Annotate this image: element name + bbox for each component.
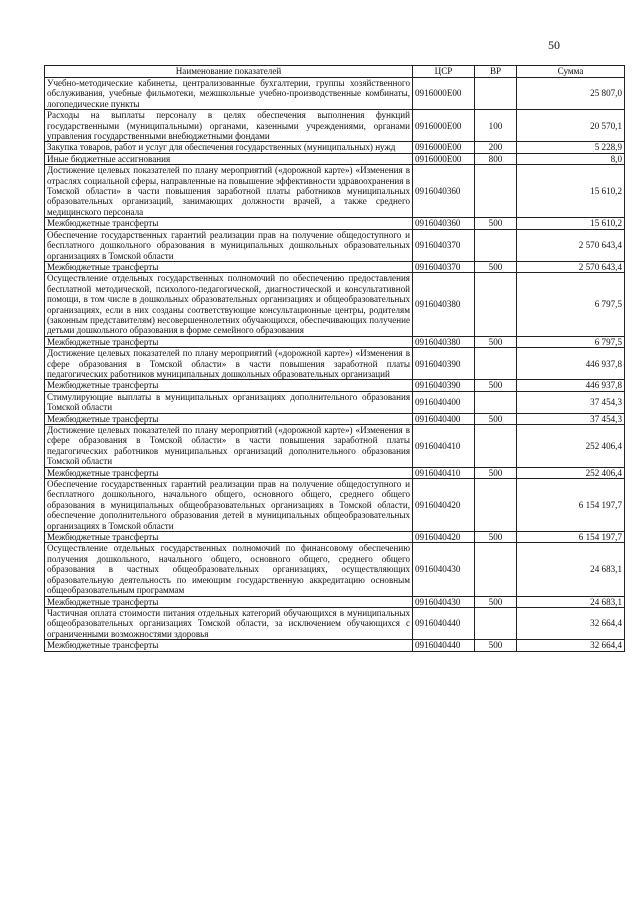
row-name-cell: Учебно-методические кабинеты, централизованные бухгалтерии, группы хозяйственного обслуживания, учебные фильмотеки, межшкольные учебно-производственные комбинаты, логопедические пункты [45,78,413,110]
row-csr-cell: 0916040370 [413,229,475,261]
header-vr: ВР [475,66,517,78]
row-sum-cell: 24 683,1 [517,543,625,596]
row-csr-cell: 0916040390 [413,348,475,380]
table-row [45,229,625,261]
row-name-cell: Межбюджетные трансферты [45,532,413,543]
row-sum-cell: 32 664,4 [517,607,625,639]
row-csr-cell: 0916040380 [413,273,475,336]
row-sum-cell: 5 228,9 [517,142,625,153]
row-csr-cell: 0916040390 [413,380,475,391]
row-vr-cell [475,425,517,468]
table-row [45,467,625,478]
row-csr-cell: 0916040360 [413,218,475,229]
row-csr-cell: 0916040400 [413,391,475,413]
table-row [45,532,625,543]
table-row [45,391,625,413]
row-vr-cell [475,479,517,532]
row-vr-cell: 500 [475,218,517,229]
row-csr-cell: 0916040400 [413,413,475,424]
budget-table [44,65,625,652]
row-vr-cell [475,391,517,413]
table-row [45,153,625,164]
row-vr-cell: 500 [475,640,517,651]
table-row [45,348,625,380]
row-name-cell: Межбюджетные трансферты [45,261,413,272]
row-vr-cell [475,273,517,336]
row-sum-cell: 15 610,2 [517,165,625,218]
row-name-cell: Межбюджетные трансферты [45,467,413,478]
table-row [45,543,625,596]
row-name-cell: Частичная оплата стоимости питания отдельных категорий обучающихся в муниципальных общеобразовательных организациях Томской области, за исключением обучающихся с ограниченными возможностями здоровья [45,607,413,639]
row-vr-cell: 800 [475,153,517,164]
table-row [45,142,625,153]
row-sum-cell: 25 807,0 [517,78,625,110]
row-name-cell: Межбюджетные трансферты [45,640,413,651]
row-sum-cell: 252 406,4 [517,467,625,478]
row-vr-cell: 500 [475,596,517,607]
table-row [45,380,625,391]
row-vr-cell: 500 [475,413,517,424]
row-vr-cell: 500 [475,380,517,391]
table-row [45,640,625,651]
row-csr-cell: 0916000Е00 [413,110,475,142]
table-row [45,218,625,229]
row-sum-cell: 15 610,2 [517,218,625,229]
row-sum-cell: 446 937,8 [517,348,625,380]
header-sum: Сумма [517,66,625,78]
row-vr-cell: 500 [475,532,517,543]
row-csr-cell: 0916040440 [413,640,475,651]
row-csr-cell: 0916000Е00 [413,153,475,164]
row-name-cell: Обеспечение государственных гарантий реализации прав на получение общедоступного и бесплатного дошкольного образования в муниципальных дошкольных образовательных организациях в Томской области [45,229,413,261]
table-row [45,110,625,142]
row-sum-cell: 6 154 197,7 [517,532,625,543]
row-name-cell: Межбюджетные трансферты [45,336,413,347]
row-name-cell: Осуществление отдельных государственных полномочий по обеспечению предоставления бесплатной методической, психолого-педагогической, диагностической и консультативной помощи, в том числе в дошкольных образовательных организациях и общеобразовательных организациях, если в них созданы соответствующие консультационные центры, родителям (законным представителям) несовершеннолетних обучающихся, обеспечивающих получение детьми дошкольного образования в форме семейного образования [45,273,413,336]
row-vr-cell: 500 [475,467,517,478]
row-vr-cell: 200 [475,142,517,153]
row-sum-cell: 37 454,3 [517,413,625,424]
row-sum-cell: 37 454,3 [517,391,625,413]
table-row [45,425,625,468]
row-csr-cell: 0916040380 [413,336,475,347]
row-csr-cell: 0916040370 [413,261,475,272]
row-csr-cell: 0916040410 [413,425,475,468]
row-csr-cell: 0916040420 [413,479,475,532]
row-vr-cell: 500 [475,336,517,347]
row-csr-cell: 0916000Е00 [413,142,475,153]
header-name: Наименование показателей [45,66,413,78]
row-vr-cell: 500 [475,261,517,272]
table-row [45,78,625,110]
row-vr-cell [475,607,517,639]
table-row [45,596,625,607]
row-vr-cell [475,229,517,261]
row-csr-cell: 0916040440 [413,607,475,639]
row-name-cell: Стимулирующие выплаты в муниципальных организациях дополнительного образования Томской области [45,391,413,413]
row-sum-cell: 8,0 [517,153,625,164]
row-sum-cell: 2 570 643,4 [517,229,625,261]
row-name-cell: Осуществление отдельных государственных полномочий по финансовому обеспечению получения дошкольного, начального общего, основного общего, среднего общего образования в частных общеобразовательных организациях, осуществляющих образовательную деятельность по имеющим государственную аккредитацию основным общеобразовательным программам [45,543,413,596]
row-name-cell: Межбюджетные трансферты [45,380,413,391]
row-sum-cell: 32 664,4 [517,640,625,651]
table-header-row [45,66,625,78]
row-name-cell: Межбюджетные трансферты [45,413,413,424]
row-vr-cell [475,543,517,596]
row-sum-cell: 24 683,1 [517,596,625,607]
row-csr-cell: 0916040360 [413,165,475,218]
row-name-cell: Обеспечение государственных гарантий реализации прав на получение общедоступного и бесплатного дошкольного, начального общего, основного общего, среднего общего образования в муниципальных общеобразовательных организациях в Томской области, обеспечение дополнительного образования детей в муниципальных общеобразовательных организациях в Томской области [45,479,413,532]
row-vr-cell [475,165,517,218]
table-row [45,413,625,424]
row-csr-cell: 0916040420 [413,532,475,543]
row-csr-cell: 0916000Е00 [413,78,475,110]
row-csr-cell: 0916040430 [413,543,475,596]
row-name-cell: Межбюджетные трансферты [45,596,413,607]
row-sum-cell: 6 797,5 [517,273,625,336]
page-number: 50 [548,38,560,52]
table-row [45,273,625,336]
row-name-cell: Достижение целевых показателей по плану мероприятий («дорожной карте») «Изменения в сфере образования в Томской области» в части повышения заработной платы педагогических работников муниципальных организаций дополнительного образования Томской области [45,425,413,468]
row-csr-cell: 0916040430 [413,596,475,607]
row-sum-cell: 20 570,1 [517,110,625,142]
table-row [45,261,625,272]
row-name-cell: Закупка товаров, работ и услуг для обеспечения государственных (муниципальных) нужд [45,142,413,153]
table-row [45,479,625,532]
row-vr-cell: 100 [475,110,517,142]
row-csr-cell: 0916040410 [413,467,475,478]
table-row [45,336,625,347]
row-name-cell: Межбюджетные трансферты [45,218,413,229]
row-name-cell: Расходы на выплаты персоналу в целях обеспечения выполнения функций государственными (муниципальными) органами, казенными учреждениями, органами управления государственными внебюджетными фондами [45,110,413,142]
table-row [45,165,625,218]
row-sum-cell: 252 406,4 [517,425,625,468]
row-sum-cell: 446 937,8 [517,380,625,391]
row-sum-cell: 6 154 197,7 [517,479,625,532]
row-name-cell: Достижение целевых показателей по плану мероприятий («дорожной карте») «Изменения в сфере образования в Томской области» в части повышения заработной платы педагогических работников муниципальных дошкольных образовательных организаций [45,348,413,380]
row-sum-cell: 6 797,5 [517,336,625,347]
table-row [45,607,625,639]
row-vr-cell [475,348,517,380]
row-name-cell: Достижение целевых показателей по плану мероприятий («дорожной карте») «Изменения в отраслях социальной сферы, направленные на повышение эффективности здравоохранения в Томской области» в части повышения заработной платы работников муниципальных образовательных организаций, занимающих должности врачей, а также среднего медицинского персонала [45,165,413,218]
table-body [45,78,625,652]
header-csr: ЦСР [413,66,475,78]
row-vr-cell [475,78,517,110]
row-sum-cell: 2 570 643,4 [517,261,625,272]
row-name-cell: Иные бюджетные ассигнования [45,153,413,164]
